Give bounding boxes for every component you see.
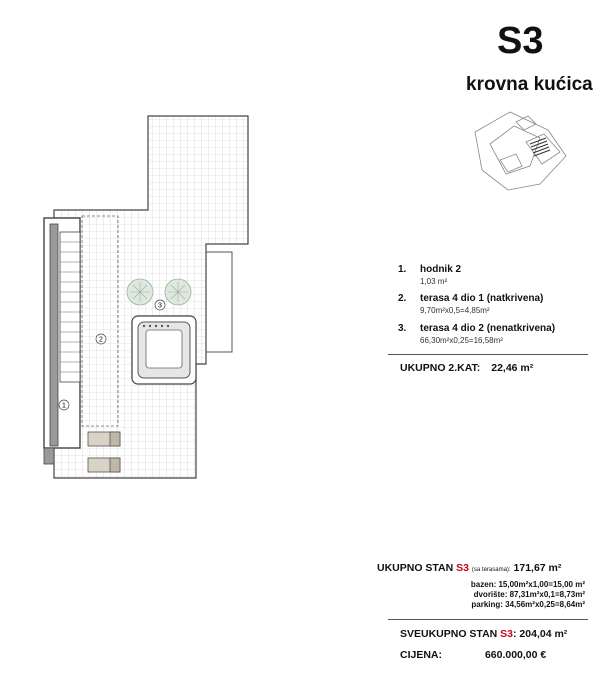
room-marker-1: 1 <box>62 402 66 410</box>
plant-icon <box>165 279 191 305</box>
floor-total-value: 22,46 m² <box>491 362 534 374</box>
unit-code-title: S3 <box>497 20 544 62</box>
room-number: 3. <box>398 323 407 334</box>
extra-parking: parking: 34,56m²x0,25=8,64m² <box>471 600 585 609</box>
room-name: hodnik 2 <box>420 264 462 275</box>
divider <box>388 619 588 620</box>
room-number: 1. <box>398 264 407 275</box>
unit-total-value: 171,67 m² <box>513 562 562 574</box>
room-marker-3: 3 <box>158 302 162 310</box>
grand-total-code: S3 <box>500 628 513 640</box>
price-label: CIJENA: <box>400 649 443 661</box>
room-name: terasa 4 dio 1 (natkrivena) <box>420 293 544 304</box>
floor-total-label: UKUPNO 2.KAT: <box>400 362 481 374</box>
room-number: 2. <box>398 293 407 304</box>
extra-pool: bazen: 15,00m²x1,00=15,00 m² <box>470 580 585 589</box>
extras-list <box>471 580 585 610</box>
plant-icon <box>127 279 153 305</box>
grand-total-label: SVEUKUPNO STAN <box>400 628 501 640</box>
room-item <box>398 264 461 288</box>
sun-lounger-icon <box>88 432 120 446</box>
unit-total <box>377 562 561 574</box>
room-item <box>398 293 543 317</box>
room-marker-2: 2 <box>99 336 103 344</box>
hot-tub-icon <box>132 316 196 384</box>
room-area: 66,30m²x0,25=16,58m² <box>420 336 503 345</box>
divider <box>388 354 588 355</box>
grand-total: SVEUKUPNO STAN S3: 204,04 m² <box>400 628 568 640</box>
room-area: 9,70m²x0,5=4,85m² <box>420 306 490 315</box>
unit-subtitle: krovna kućica <box>466 74 593 95</box>
grand-total-value: 204,04 m² <box>519 628 568 640</box>
extra-yard: dvorište: 87,31m²x0,1=8,73m² <box>473 590 585 599</box>
unit-total-label: UKUPNO STAN <box>377 562 457 574</box>
unit-total-note: (sa terasama): <box>471 567 511 573</box>
room-name: terasa 4 dio 2 (nenatkrivena) <box>420 323 556 334</box>
price-value: 660.000,00 € <box>484 649 547 661</box>
room-item <box>398 323 555 347</box>
sun-lounger-icon <box>88 458 120 472</box>
price-row <box>400 649 546 661</box>
room-area: 1,03 m² <box>420 277 448 286</box>
annex-outline <box>206 252 232 352</box>
floor-plan <box>40 112 250 482</box>
key-plan-sketch <box>470 104 575 194</box>
unit-total-code: S3 <box>456 562 469 574</box>
floor-total <box>400 362 533 374</box>
